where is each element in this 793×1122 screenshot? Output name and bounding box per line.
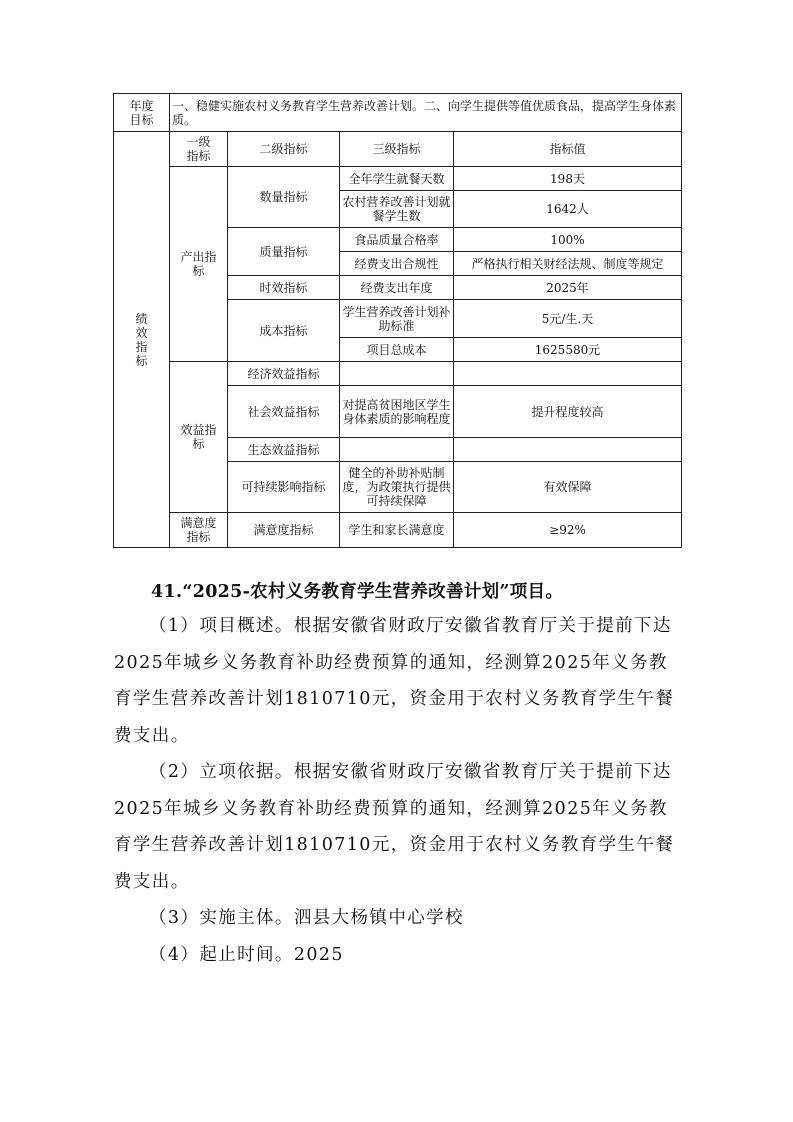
- output-label: 产出指 标: [170, 167, 228, 362]
- performance-table: [113, 93, 682, 548]
- timeliness-label: 时效指标: [228, 276, 340, 300]
- header-level3: 三级指标: [340, 132, 454, 167]
- quantity-label: 数量指标: [228, 167, 340, 228]
- row-value: 2025年: [454, 276, 682, 300]
- row-value: [454, 362, 682, 386]
- row-value: 1625580元: [454, 338, 682, 362]
- row-value: 100%: [454, 228, 682, 252]
- social-label: 社会效益指标: [228, 386, 340, 438]
- section-heading: 41.“2025-农村义务教育学生营养改善计划”项目。: [151, 582, 564, 602]
- row-l3: 食品质量合格率: [340, 228, 454, 252]
- row-l3: 经费支出年度: [340, 276, 454, 300]
- performance-label: 绩 效 指 标: [114, 132, 170, 548]
- benefit-label: 效益指 标: [170, 362, 228, 513]
- paragraph-period: （4）起止时间。2025: [149, 945, 344, 965]
- row-l3: 学生营养改善计划补助标准: [340, 300, 454, 338]
- satisfaction-label: 满意度 指标: [170, 513, 228, 548]
- row-value: 1642人: [454, 191, 682, 228]
- row-l3: 全年学生就餐天数: [340, 167, 454, 191]
- header-level1: 一级 指标: [170, 132, 228, 167]
- row-l3: 项目总成本: [340, 338, 454, 362]
- row-value: 198天: [454, 167, 682, 191]
- row-value: 5元/生.天: [454, 300, 682, 338]
- paragraph-overview: （1）项目概述。根据安徽省财政厅安徽省教育厅关于提前下达2025年城乡义务教育补助经费预算的通知，经测算2025年义务教育学生营养改善计划1810710元，资金用于农村义务教育学生午餐费支出。: [114, 616, 675, 746]
- quality-label: 质量指标: [228, 228, 340, 276]
- row-l3: 健全的补助补贴制度，为政策执行提供可持续保障: [340, 462, 454, 513]
- cost-label: 成本指标: [228, 300, 340, 362]
- row-l3: [340, 362, 454, 386]
- header-value: 指标值: [454, 132, 682, 167]
- row-l3: [340, 438, 454, 462]
- row-value: 提升程度较高: [454, 386, 682, 438]
- sustainable-label: 可持续影响指标: [228, 462, 340, 513]
- goal-label: 年度 目标: [114, 94, 170, 132]
- row-l3: 农村营养改善计划就餐学生数: [340, 191, 454, 228]
- row-l3: 学生和家长满意度: [340, 513, 454, 548]
- goal-text: 一、稳健实施农村义务教育学生营养改善计划。二、向学生提供等值优质食品，提高学生身体素质。: [170, 94, 682, 132]
- header-level2: 二级指标: [228, 132, 340, 167]
- row-value: 严格执行相关财经法规、制度等规定: [454, 252, 682, 276]
- row-l3: 经费支出合规性: [340, 252, 454, 276]
- row-l3: 对提高贫困地区学生身体素质的影响程度: [340, 386, 454, 438]
- satisfaction-l2-label: 满意度指标: [228, 513, 340, 548]
- row-value: ≥92%: [454, 513, 682, 548]
- economic-label: 经济效益指标: [228, 362, 340, 386]
- paragraph-basis: （2）立项依据。根据安徽省财政厅安徽省教育厅关于提前下达2025年城乡义务教育补助经费预算的通知，经测算2025年义务教育学生营养改善计划1810710元，资金用于农村义务教育学生午餐费支出。: [114, 762, 675, 892]
- row-value: [454, 438, 682, 462]
- paragraph-implementer: （3）实施主体。泗县大杨镇中心学校: [149, 908, 464, 928]
- ecological-label: 生态效益指标: [228, 438, 340, 462]
- row-value: 有效保障: [454, 462, 682, 513]
